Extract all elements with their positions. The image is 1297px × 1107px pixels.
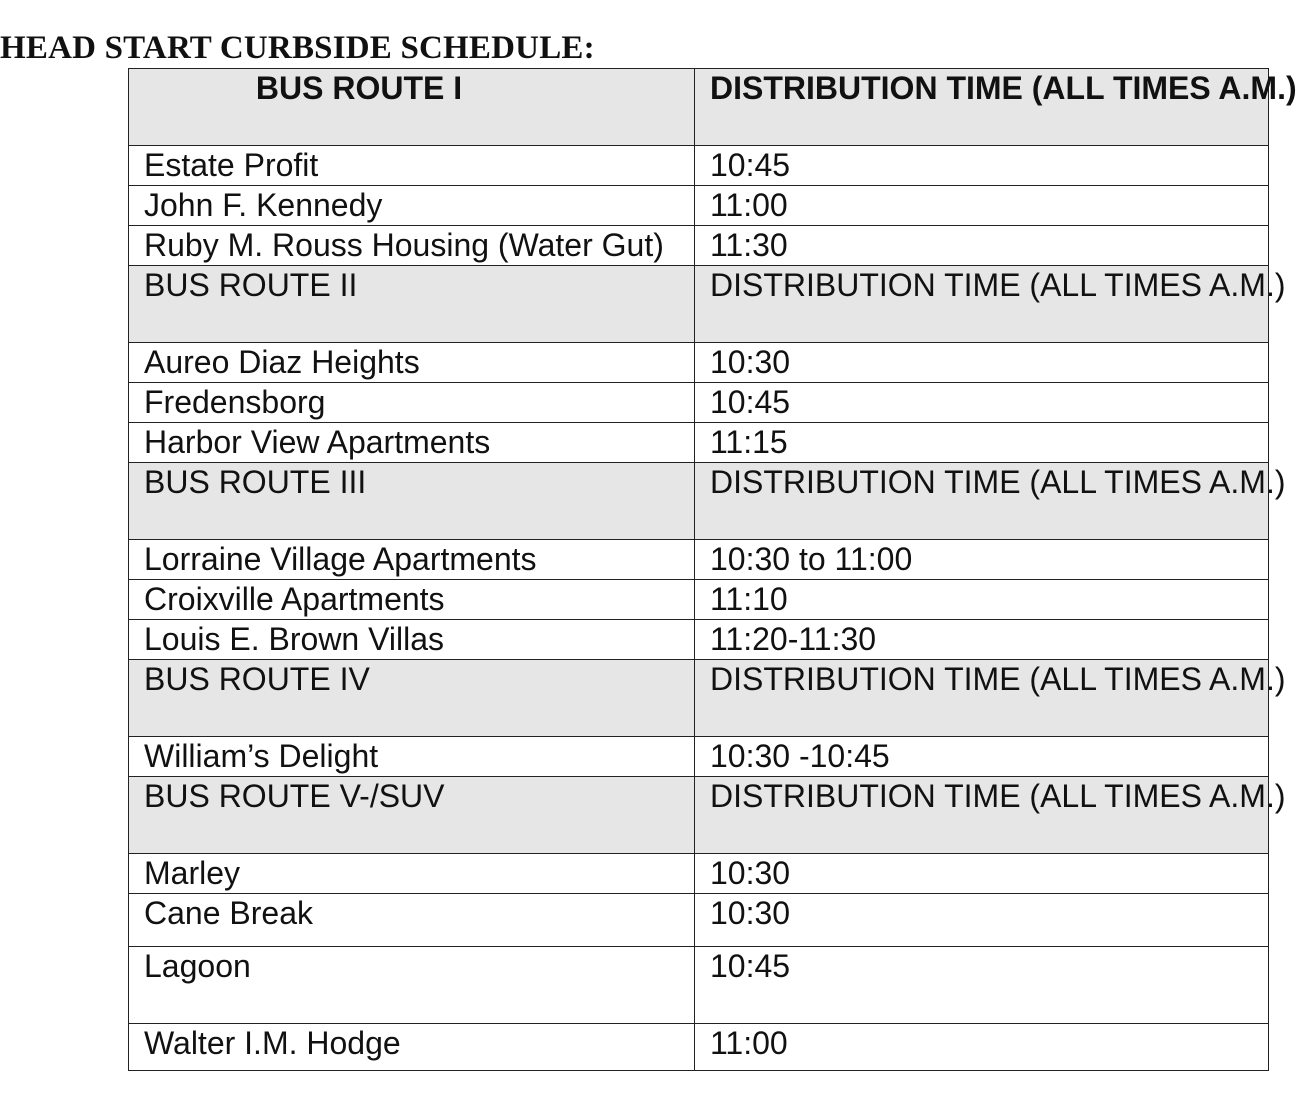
table-row — [129, 1024, 1269, 1071]
distribution-time-header: DISTRIBUTION TIME (ALL TIMES A.M.) — [695, 463, 1269, 540]
table-row — [129, 894, 1269, 947]
stop-location: Estate Profit — [129, 146, 695, 186]
route-header-row — [129, 777, 1269, 854]
stop-location: William’s Delight — [129, 737, 695, 777]
stop-time: 11:00 — [695, 186, 1269, 226]
stop-time: 10:30 — [695, 854, 1269, 894]
stop-location: Harbor View Apartments — [129, 423, 695, 463]
table-row — [129, 620, 1269, 660]
stop-time: 11:20-11:30 — [695, 620, 1269, 660]
stop-location: Louis E. Brown Villas — [129, 620, 695, 660]
table-row — [129, 186, 1269, 226]
table-row — [129, 343, 1269, 383]
table-row — [129, 737, 1269, 777]
stop-location: Fredensborg — [129, 383, 695, 423]
stop-location: John F. Kennedy — [129, 186, 695, 226]
route-name: BUS ROUTE V-/SUV — [129, 777, 695, 854]
stop-location: Croixville Apartments — [129, 580, 695, 620]
stop-time: 10:30 — [695, 894, 1269, 947]
stop-time: 10:45 — [695, 146, 1269, 186]
stop-time: 11:30 — [695, 226, 1269, 266]
distribution-time-header: DISTRIBUTION TIME (ALL TIMES A.M.) — [695, 660, 1269, 737]
route-name: BUS ROUTE II — [129, 266, 695, 343]
stop-location: Ruby M. Rouss Housing (Water Gut) — [129, 226, 695, 266]
schedule-table — [128, 68, 1297, 1071]
distribution-time-header: DISTRIBUTION TIME (ALL TIMES A.M.) — [695, 69, 1269, 146]
route-header-row — [129, 69, 1269, 146]
stop-time: 10:30 — [695, 343, 1269, 383]
stop-time: 10:30 to 11:00 — [695, 540, 1269, 580]
stop-location: Marley — [129, 854, 695, 894]
route-name: BUS ROUTE IV — [129, 660, 695, 737]
stop-time: 11:15 — [695, 423, 1269, 463]
table-row — [129, 383, 1269, 423]
table-row — [129, 423, 1269, 463]
stop-location: Aureo Diaz Heights — [129, 343, 695, 383]
table-row — [129, 540, 1269, 580]
stop-location: Lorraine Village Apartments — [129, 540, 695, 580]
document-title: HEAD START CURBSIDE SCHEDULE: — [0, 30, 595, 66]
stop-time: 11:10 — [695, 580, 1269, 620]
table-row — [129, 854, 1269, 894]
stop-time: 11:00 — [695, 1024, 1269, 1071]
table-row — [129, 580, 1269, 620]
stop-time: 10:45 — [695, 383, 1269, 423]
route-header-row — [129, 463, 1269, 540]
stop-location: Lagoon — [129, 947, 695, 1024]
table-row — [129, 226, 1269, 266]
stop-location: Walter I.M. Hodge — [129, 1024, 695, 1071]
stop-time: 10:45 — [695, 947, 1269, 1024]
distribution-time-header: DISTRIBUTION TIME (ALL TIMES A.M.) — [695, 266, 1269, 343]
route-name: BUS ROUTE III — [129, 463, 695, 540]
stop-location: Cane Break — [129, 894, 695, 947]
table-row — [129, 947, 1269, 1024]
route-header-row — [129, 660, 1269, 737]
route-header-row — [129, 266, 1269, 343]
distribution-time-header: DISTRIBUTION TIME (ALL TIMES A.M.) — [695, 777, 1269, 854]
route-name: BUS ROUTE I — [129, 69, 695, 146]
table-row — [129, 146, 1269, 186]
stop-time: 10:30 -10:45 — [695, 737, 1269, 777]
